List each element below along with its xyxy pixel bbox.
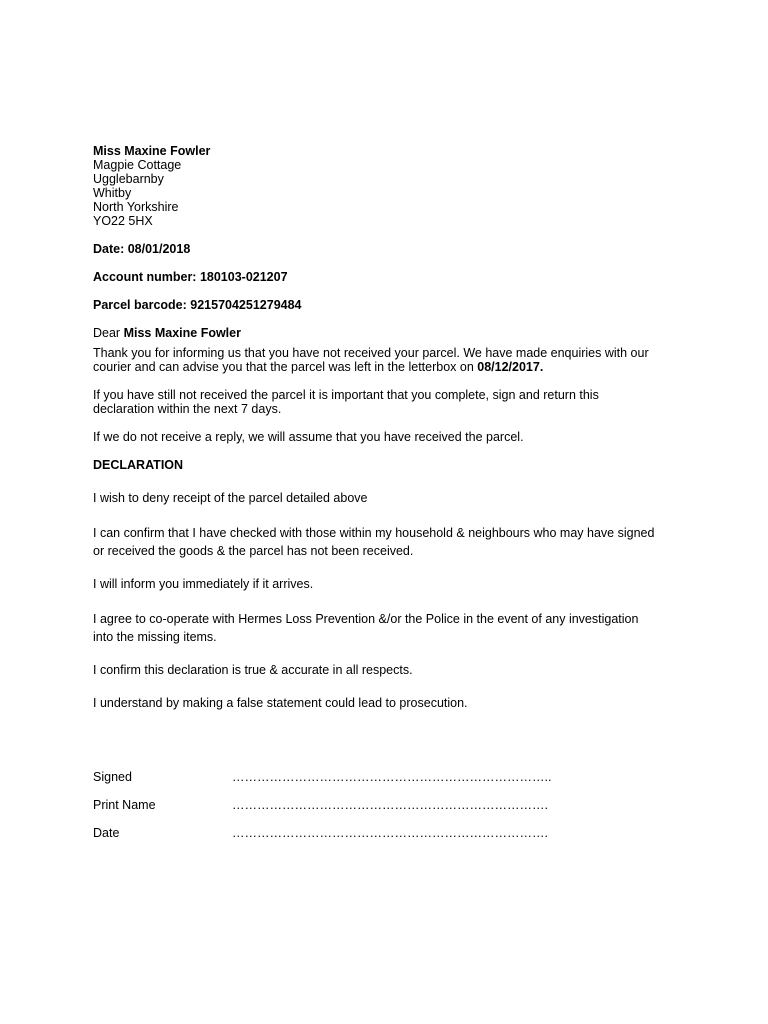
salutation [93,326,693,340]
letter-date: Date: 08/01/2018 [93,242,191,256]
body-paragraph-3: If we do not receive a reply, we will assume that you have received the parcel. [93,430,524,444]
body-p1-line-2-text: courier and can advise you that the parcel was left in the letterbox on [93,360,478,374]
body-p1-line-1: Thank you for informing us that you have not received your parcel. We have made enquiries with our [93,346,649,360]
declaration-item-1: I wish to deny receipt of the parcel detailed above [93,491,368,505]
recipient-block [93,144,693,228]
declaration-item-4-line-1: I agree to co-operate with Hermes Loss Prevention &/or the Police in the event of any investigation [93,612,639,626]
date-line: …………………………………………………………………. [232,826,548,840]
declaration-heading: DECLARATION [93,458,184,472]
body-paragraph-2 [93,388,693,416]
body-p2-line-2: declaration within the next 7 days. [93,402,282,416]
date-row [93,826,548,840]
declaration-item-2 [93,524,693,560]
signed-row [93,770,551,784]
print-name-line: …………………………………………………………………. [232,798,548,812]
salutation-name: Miss Maxine Fowler [123,326,241,340]
declaration-item-5: I confirm this declaration is true & accurate in all respects. [93,663,413,677]
print-name-label: Print Name [93,798,156,812]
declaration-item-2-line-1: I can confirm that I have checked with those within my household & neighbours who may have signed [93,526,655,540]
declaration-item-4-line-2: into the missing items. [93,630,217,644]
signed-label: Signed [93,770,132,784]
address-line-5: YO22 5HX [93,214,153,228]
declaration-item-2-line-2: or received the goods & the parcel has not been received. [93,544,414,558]
signed-line: ………………………………………………………………….. [232,770,552,784]
print-name-row [93,798,548,812]
body-p1-line-2 [93,360,693,374]
body-paragraph-1 [93,346,693,374]
salutation-prefix: Dear [93,326,124,340]
address-line-4: North Yorkshire [93,200,179,214]
account-number: Account number: 180103-021207 [93,270,288,284]
recipient-name: Miss Maxine Fowler [93,144,211,158]
parcel-barcode: Parcel barcode: 9215704251279484 [93,298,302,312]
letter-content [93,144,693,710]
address-line-3: Whitby [93,186,132,200]
date-label: Date [93,826,120,840]
delivery-date: 08/12/2017. [477,360,544,374]
body-p2-line-1: If you have still not received the parcel it is important that you complete, sign and return this [93,388,599,402]
declaration-item-4 [93,610,693,646]
address-line-1: Magpie Cottage [93,158,182,172]
declaration-item-6: I understand by making a false statement could lead to prosecution. [93,696,468,710]
address-line-2: Ugglebarnby [93,172,164,186]
declaration-item-3: I will inform you immediately if it arrives. [93,577,314,591]
